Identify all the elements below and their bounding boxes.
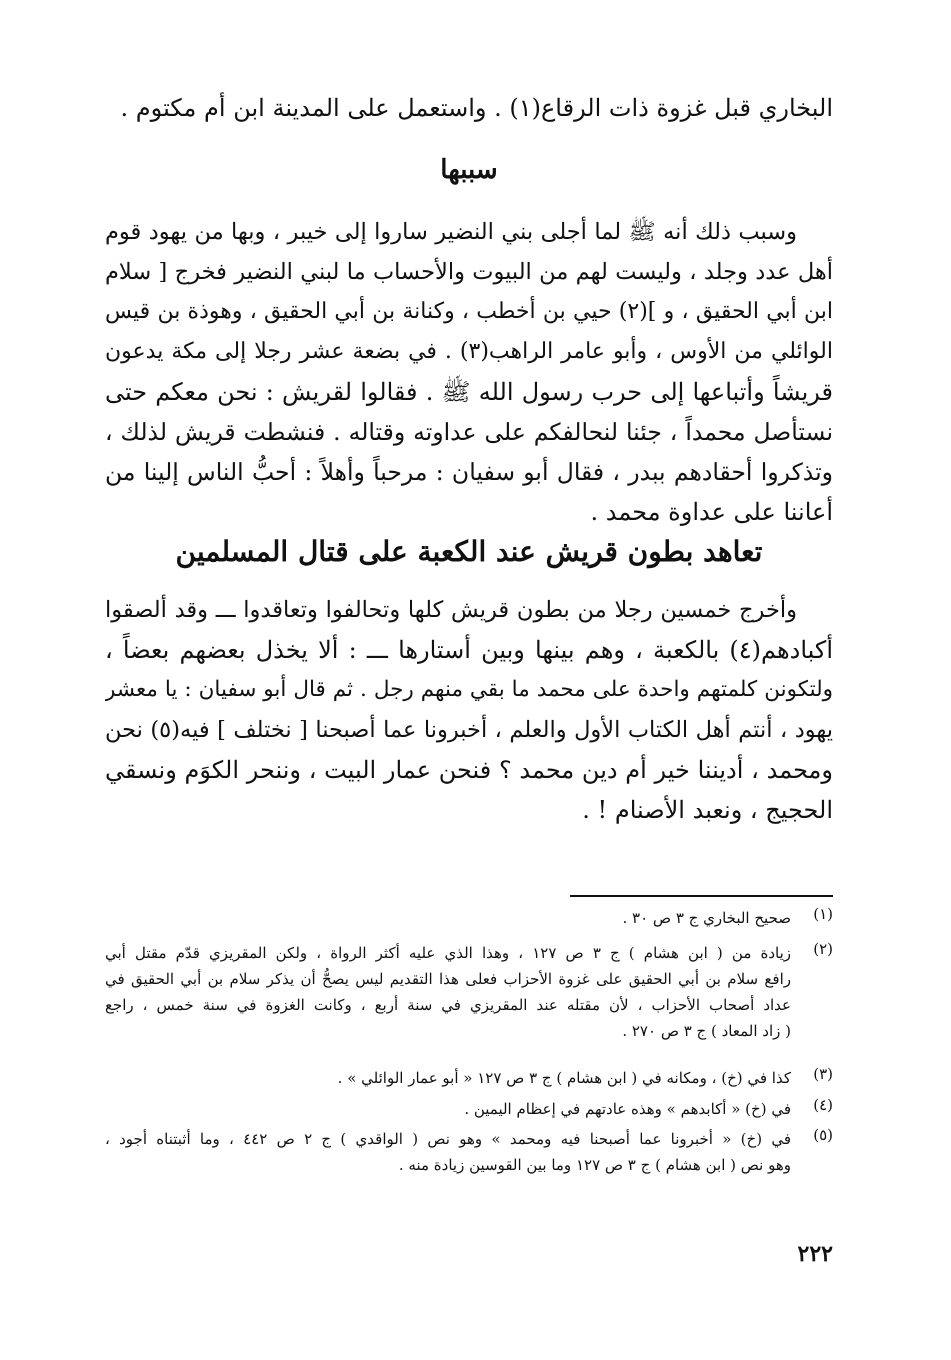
text-line: الحجيج ، ونعبد الأصنام ! .	[582, 796, 833, 824]
footnote-line: وهو نص ( ابن هشام ) ج ٣ ص ١٢٧ وما بين القوسين زيادة منه .	[398, 1156, 791, 1174]
footnote-separator	[570, 895, 833, 897]
text-line: وسبب ذلك أنه ﷺ لما أجلى بني النضير ساروا إلى خيبر ، وبها من يهود قوم	[105, 219, 797, 245]
footnote-line: كذا في (خ) ، ومكانه في ( ابن هشام ) ج ٣ ص ١٢٧ « أبو عمار الوائلي » .	[337, 1069, 791, 1087]
footnote-line: في (خ) « أكابدهم » وهذه عادتهم في إعظام اليمين .	[464, 1100, 791, 1118]
footnote-line: رافع سلام بن أبي الحقيق على غزوة الأحزاب فعلى هذا التقديم ليس يصحُّ أن يذكر سلام بن أبي الحقيق في	[105, 970, 791, 988]
intro-paragraph	[105, 88, 833, 128]
footnote-number: (٢)	[813, 940, 833, 958]
footnote-line: ( زاد المعاد ) ج ٣ ص ٢٧٠ .	[622, 1022, 791, 1040]
footnote-number: (٤)	[813, 1096, 833, 1114]
footnote-line: في (خ) « أخبرونا عما أصبحنا فيه ومحمد » وهو نص ( الواقدي ) ج ٢ ص ٤٤٢ ، وما أثبتناه أجود ،	[105, 1130, 791, 1148]
footnote-1	[105, 905, 833, 931]
section-heading-cause: سببها	[440, 155, 498, 185]
text-line: أهل عدد وجلد ، وليست لهم من البيوت والأحساب ما لبني النضير فخرج [ سلام	[105, 259, 833, 285]
text-line: يهود ، أنتم أهل الكتاب الأول والعلم ، أخبرونا عما أصبحنا [ نختلف ] فيه(٥) نحن	[105, 717, 833, 743]
text-line: أكبادهم(٤) بالكعبة ، وهم بينها وبين أستارها ـــ : ألا يخذل بعضهم بعضاً ،	[105, 636, 833, 664]
footnote-number: (١)	[813, 905, 833, 923]
section-heading-pact: تعاهد بطون قريش عند الكعبة على قتال المسلمين	[175, 535, 763, 568]
text-line: وأخرج خمسين رجلا من بطون قريش كلها وتحالفوا وتعاقدوا ـــ وقد ألصقوا	[105, 597, 797, 623]
text-line: ابن أبي الحقيق ، و ](٢) حيي بن أخطب ، وكنانة بن أبي الحقيق ، وهوذة بن قيس	[105, 299, 833, 324]
footnote-number: (٣)	[813, 1065, 833, 1083]
footnote-3	[105, 1065, 833, 1091]
text-line: ومحمد ، أديننا خير أم دين محمد ؟ فنحن عمار البيت ، وننحر الكوَم ونسقي	[105, 756, 833, 784]
footnote-2	[105, 940, 833, 1044]
pact-paragraph	[105, 590, 833, 830]
footnote-line: زيادة من ( ابن هشام ) ج ٣ ص ١٢٧ ، وهذا الذي عليه أكثر الرواة ، ولكن المقريزي قدّم مقتل أبي	[105, 944, 791, 962]
text-line: البخاري قبل غزوة ذات الرقاع(١) . واستعمل على المدينة ابن أم مكتوم .	[120, 94, 833, 122]
footnote-5	[105, 1126, 833, 1178]
text-line: أعاننا على عداوة محمد .	[590, 498, 833, 526]
text-line: قريشاً وأتباعها إلى حرب رسول الله ﷺ . فقالوا لقريش : نحن معكم حتى	[105, 378, 833, 406]
footnote-line: صحيح البخاري ج ٣ ص ٣٠ .	[622, 909, 791, 927]
page-number: ٢٢٢	[797, 1241, 833, 1267]
footnote-4	[105, 1096, 833, 1122]
text-line: وتذكروا أحقادهم ببدر ، فقال أبو سفيان : مرحباً وأهلاً : أحبُّ الناس إلينا من	[105, 458, 833, 486]
text-line: ولتكونن كلمتهم واحدة على محمد ما بقي منهم رجل . ثم قال أبو سفيان : يا معشر	[105, 677, 833, 702]
cause-paragraph	[105, 212, 833, 532]
text-line: الوائلي من الأوس ، وأبو عامر الراهب(٣) . في بضعة عشر رجلا إلى مكة يدعون	[105, 339, 833, 364]
text-line: نستأصل محمداً ، جئنا لنحالفكم على عداوته وقتاله . فنشطت قريش لذلك ،	[105, 418, 833, 446]
footnote-number: (٥)	[813, 1126, 833, 1144]
footnote-line: عداد أصحاب الأحزاب ، لأن مقتله عند المقريزي في سنة أربع ، وكانت الغزوة في سنة خمس ، راجع	[105, 996, 791, 1014]
